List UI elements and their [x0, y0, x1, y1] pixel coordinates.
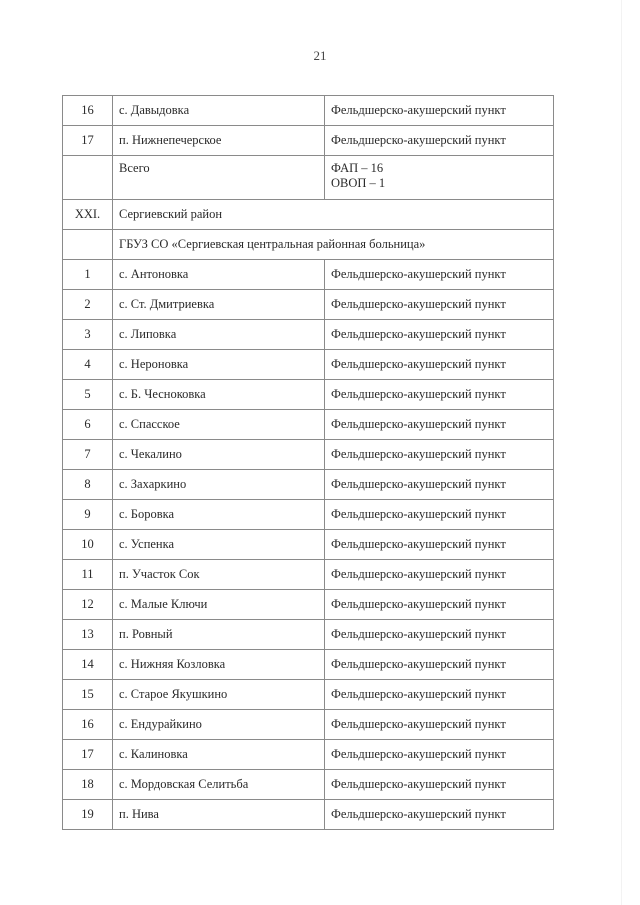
facility-type: Фельдшерско-акушерский пункт	[325, 290, 554, 320]
settlement-name: с. Спасское	[113, 410, 325, 440]
table-row	[63, 126, 554, 156]
settlement-name: п. Нижнепечерское	[113, 126, 325, 156]
total-values	[325, 156, 554, 200]
total-label: Всего	[113, 156, 325, 200]
row-number: 13	[63, 620, 113, 650]
settlement-name: с. Антоновка	[113, 260, 325, 290]
facility-type: Фельдшерско-акушерский пункт	[325, 96, 554, 126]
row-number: 17	[63, 740, 113, 770]
row-number: 18	[63, 770, 113, 800]
settlement-name: с. Б. Чесноковка	[113, 380, 325, 410]
table-row	[63, 620, 554, 650]
page-number: 21	[313, 48, 327, 63]
table-row	[63, 740, 554, 770]
row-number: 14	[63, 650, 113, 680]
facility-type: Фельдшерско-акушерский пункт	[325, 440, 554, 470]
facility-type: Фельдшерско-акушерский пункт	[325, 590, 554, 620]
table-row	[63, 440, 554, 470]
district-row	[63, 200, 554, 230]
total-empty-cell	[63, 156, 113, 200]
row-number: 19	[63, 800, 113, 830]
table-row	[63, 410, 554, 440]
settlement-name: с. Малые Ключи	[113, 590, 325, 620]
row-number: 6	[63, 410, 113, 440]
row-number: 17	[63, 126, 113, 156]
row-number: 4	[63, 350, 113, 380]
facility-type: Фельдшерско-акушерский пункт	[325, 470, 554, 500]
row-number: 15	[63, 680, 113, 710]
row-number: 7	[63, 440, 113, 470]
facilities-table	[62, 95, 554, 830]
facility-type: Фельдшерско-акушерский пункт	[325, 380, 554, 410]
row-number: 16	[63, 710, 113, 740]
facility-type: Фельдшерско-акушерский пункт	[325, 770, 554, 800]
settlement-name: п. Нива	[113, 800, 325, 830]
table-row	[63, 350, 554, 380]
facility-type: Фельдшерско-акушерский пункт	[325, 650, 554, 680]
facility-type: Фельдшерско-акушерский пункт	[325, 410, 554, 440]
table-row	[63, 260, 554, 290]
facility-type: Фельдшерско-акушерский пункт	[325, 710, 554, 740]
settlement-name: с. Ендурайкино	[113, 710, 325, 740]
table-row	[63, 800, 554, 830]
settlement-name: с. Боровка	[113, 500, 325, 530]
settlement-name: с. Давыдовка	[113, 96, 325, 126]
facility-type: Фельдшерско-акушерский пункт	[325, 680, 554, 710]
settlement-name: п. Участок Сок	[113, 560, 325, 590]
facility-type: Фельдшерско-акушерский пункт	[325, 350, 554, 380]
facility-type: Фельдшерско-акушерский пункт	[325, 800, 554, 830]
row-number: 16	[63, 96, 113, 126]
settlement-name: с. Старое Якушкино	[113, 680, 325, 710]
row-number: 5	[63, 380, 113, 410]
facility-type: Фельдшерско-акушерский пункт	[325, 260, 554, 290]
settlement-name: с. Липовка	[113, 320, 325, 350]
table-row	[63, 710, 554, 740]
settlement-name: с. Мордовская Селитьба	[113, 770, 325, 800]
row-number: 1	[63, 260, 113, 290]
row-number: 8	[63, 470, 113, 500]
total-row	[63, 156, 554, 200]
settlement-name: с. Калиновка	[113, 740, 325, 770]
row-number: 12	[63, 590, 113, 620]
settlement-name: с. Нероновка	[113, 350, 325, 380]
row-number: 3	[63, 320, 113, 350]
district-number: XXI.	[63, 200, 113, 230]
hospital-empty-cell	[63, 230, 113, 260]
total-fap: ФАП – 16	[331, 161, 384, 175]
facility-type: Фельдшерско-акушерский пункт	[325, 740, 554, 770]
settlement-name: с. Нижняя Козловка	[113, 650, 325, 680]
hospital-row	[63, 230, 554, 260]
settlement-name: с. Захаркино	[113, 470, 325, 500]
table-row	[63, 530, 554, 560]
table-row	[63, 650, 554, 680]
facility-type: Фельдшерско-акушерский пункт	[325, 126, 554, 156]
district-name: Сергиевский район	[113, 200, 554, 230]
facility-type: Фельдшерско-акушерский пункт	[325, 530, 554, 560]
table-row	[63, 380, 554, 410]
row-number: 2	[63, 290, 113, 320]
facility-type: Фельдшерско-акушерский пункт	[325, 620, 554, 650]
settlement-name: п. Ровный	[113, 620, 325, 650]
row-number: 9	[63, 500, 113, 530]
total-ovop: ОВОП – 1	[331, 176, 386, 190]
settlement-name: с. Успенка	[113, 530, 325, 560]
table-row	[63, 96, 554, 126]
settlement-name: с. Ст. Дмитриевка	[113, 290, 325, 320]
hospital-name: ГБУЗ СО «Сергиевская центральная районная больница»	[113, 230, 554, 260]
table-row	[63, 590, 554, 620]
settlement-name: с. Чекалино	[113, 440, 325, 470]
facility-type: Фельдшерско-акушерский пункт	[325, 560, 554, 590]
facility-type: Фельдшерско-акушерский пункт	[325, 500, 554, 530]
table-row	[63, 500, 554, 530]
row-number: 11	[63, 560, 113, 590]
scan-edge	[621, 0, 622, 905]
table-row	[63, 680, 554, 710]
facility-type: Фельдшерско-акушерский пункт	[325, 320, 554, 350]
table-row	[63, 470, 554, 500]
table-row	[63, 770, 554, 800]
table-row	[63, 560, 554, 590]
table-row	[63, 320, 554, 350]
row-number: 10	[63, 530, 113, 560]
table-row	[63, 290, 554, 320]
